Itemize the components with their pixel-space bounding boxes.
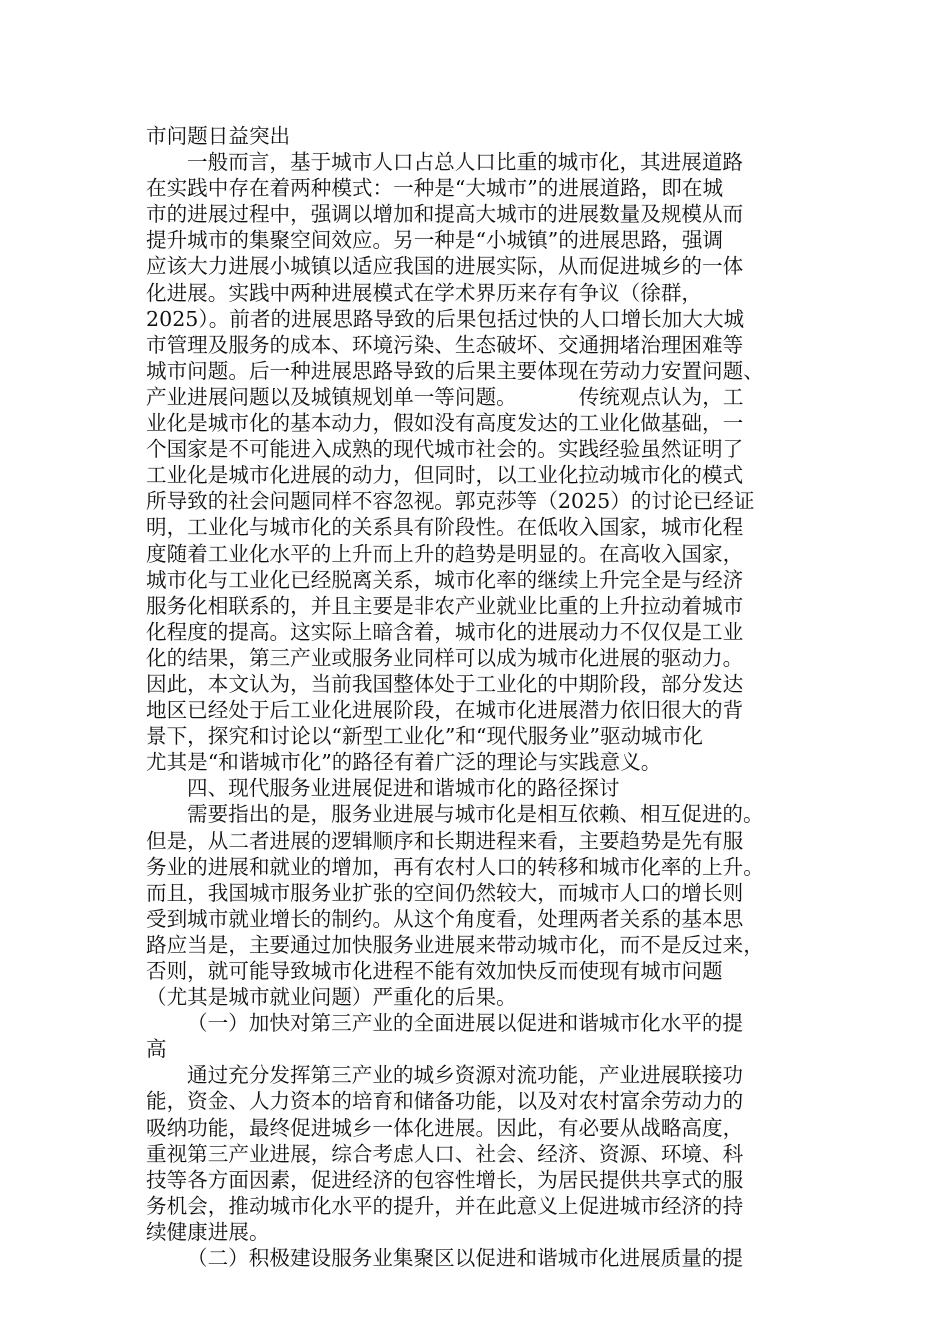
body-text (146, 123, 808, 1271)
text-line: 城市问题。后一种进展思路导致的后果主要体现在劳动力安置问题、 (146, 358, 764, 383)
text-line: 应该大力进展小城镇以适应我国的进展实际，从而促进城乡的一体 (146, 254, 744, 279)
text-segment: 产业进展问题以及城镇规划单一等问题。 (146, 384, 517, 409)
paragraph-start-line: 一般而言，基于城市人口占总人口比重的城市化，其进展道路 (187, 150, 744, 175)
text-line: 务机会，推动城市化水平的提升，并在此意义上促进城市经济的持 (146, 1193, 744, 1218)
text-line: 个国家是不可能进入成熟的现代城市社会的。实践经验虽然证明了 (146, 437, 744, 462)
text-line: 化的结果，第三产业或服务业同样可以成为城市化进展的驱动力。 (146, 645, 744, 670)
text-line: 服务化相联系的，并且主要是非农产业就业比重的上升拉动着城市 (146, 593, 744, 618)
subsection-heading-continued: 高 (146, 1037, 167, 1062)
text-line: 城市化与工业化已经脱离关系，城市化率的继续上升完全是与经济 (146, 567, 744, 592)
text-line: 技等各方面因素，促进经济的包容性增长，为居民提供共享式的服 (146, 1167, 744, 1192)
text-line: 化进展。实践中两种进展模式在学术界历来存有争议（徐群， (146, 280, 703, 305)
text-line: 吸纳功能，最终促进城乡一体化进展。因此，有必要从战略高度， (146, 1115, 744, 1140)
text-line: 市的进展过程中，强调以增加和提高大城市的进展数量及规模从而 (146, 202, 744, 227)
text-line: 尤其是“和谐城市化”的路径有着广泛的理论与实践意义。 (146, 750, 662, 775)
text-line: 明，工业化与城市化的关系具有阶段性。在低收入国家，城市化程 (146, 515, 744, 540)
text-line: 2025）。前者的进展思路导致的后果包括过快的人口增长加大大城 (146, 306, 745, 331)
text-line: 续健康进展。 (146, 1219, 270, 1244)
paragraph-start-line: 需要指出的是，服务业进展与城市化是相互依赖、相互促进的。 (187, 802, 764, 827)
text-line: 化程度的提高。这实际上暗含着，城市化的进展动力不仅仅是工业 (146, 619, 744, 644)
text-line: 在实践中存在着两种模式：一种是“大城市”的进展道路，即在城 (146, 176, 724, 201)
text-line: 业化是城市化的基本动力，假如没有高度发达的工业化做基础，一 (146, 411, 744, 436)
text-line: 否则，就可能导致城市化进程不能有效加快反而使现有城市问题 (146, 959, 723, 983)
text-line: 景下，探究和讨论以“新型工业化”和“现代服务业”驱动城市化 (146, 724, 703, 749)
text-line: 市问题日益突出 (146, 124, 291, 148)
subsection-heading: （一）加快对第三产业的全面进展以促进和谐城市化水平的提 (187, 1011, 744, 1036)
text-line: 提升城市的集聚空间效应。另一种是“小城镇”的进展思路，强调 (146, 228, 724, 253)
text-line: 度随着工业化水平的上升而上升的趋势是明显的。在高收入国家， (146, 541, 744, 566)
text-line: 能，资金、人力资本的培育和储备功能，以及对农村富余劳动力的 (146, 1089, 744, 1114)
text-line: 因此，本文认为，当前我国整体处于工业化的中期阶段，部分发达 (146, 671, 744, 696)
text-line: 地区已经处于后工业化进展阶段，在城市化进展潜力依旧很大的背 (146, 698, 744, 723)
text-line: 重视第三产业进展，综合考虑人口、社会、经济、资源、环境、科 (146, 1141, 744, 1166)
text-line: 市管理及服务的成本、环境污染、生态破坏、交通拥堵治理困难等 (146, 332, 744, 357)
text-line: 工业化是城市化进展的动力，但同时，以工业化拉动城市化的模式 (146, 463, 744, 488)
text-line: （尤其是城市就业问题）严重化的后果。 (146, 985, 517, 1010)
section-heading: 四、现代服务业进展促进和谐城市化的路径探讨 (187, 776, 620, 801)
mixed-line (146, 384, 808, 410)
text-line: 务业的进展和就业的增加，再有农村人口的转移和城市化率的上升。 (146, 854, 764, 879)
subsection-heading: （二）积极建设服务业集聚区以促进和谐城市化进展质量的提 (187, 1246, 744, 1271)
text-line: 但是，从二者进展的逻辑顺序和长期进程来看，主要趋势是先有服 (146, 828, 744, 853)
text-line: 受到城市就业增长的制约。从这个角度看，处理两者关系的基本思 (146, 906, 744, 931)
text-line: 路应当是，主要通过加快服务业进展来带动城市化，而不是反过来， (146, 932, 764, 957)
text-segment: 传统观点认为，工 (578, 384, 744, 409)
text-line: 所导致的社会问题同样不容忽视。郭克莎等（2025）的讨论已经证 (146, 489, 755, 514)
paragraph-start-line: 通过充分发挥第三产业的城乡资源对流功能，产业进展联接功 (187, 1063, 744, 1088)
text-line: 而且，我国城市服务业扩张的空间仍然较大，而城市人口的增长则 (146, 880, 744, 905)
